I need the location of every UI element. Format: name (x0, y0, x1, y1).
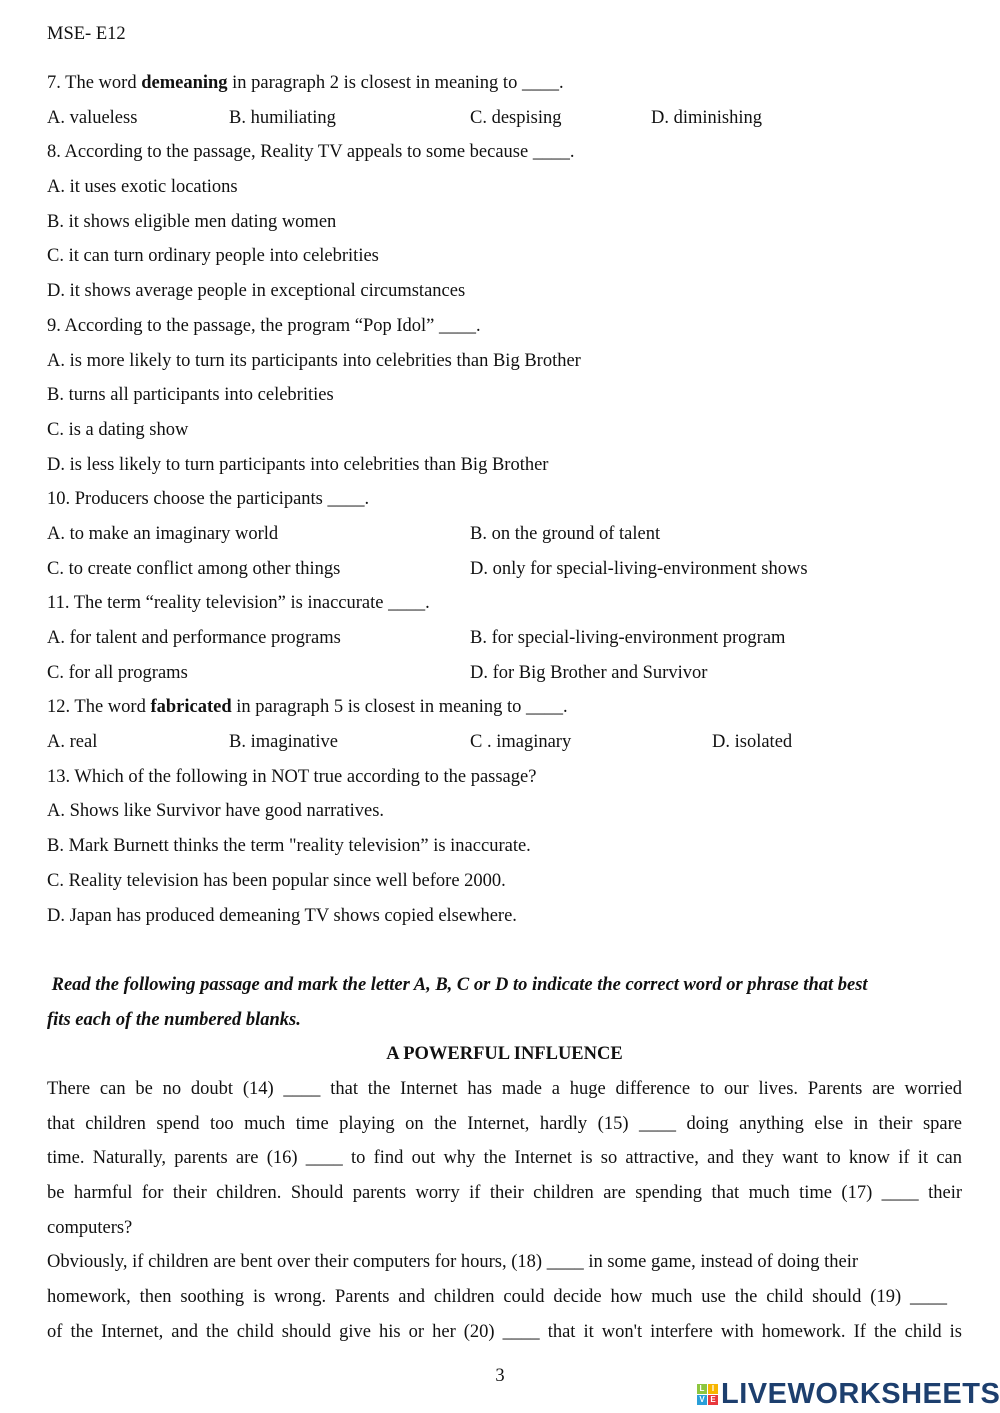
liveworksheets-logo (697, 1378, 1000, 1411)
option-b[interactable]: B. humiliating (229, 107, 336, 128)
option-d[interactable]: D. isolated (712, 732, 793, 753)
logo-tile: I (708, 1384, 718, 1394)
question-text: in paragraph 2 is closest in meaning to ____. (227, 73, 564, 93)
options-10-row2 (47, 552, 962, 587)
key-word: demeaning (141, 73, 228, 93)
logo-tile: V (697, 1395, 707, 1405)
question-13: 13. Which of the following in NOT true according to the passage? (47, 766, 537, 787)
question-text: 12. The word (47, 697, 151, 718)
question-9: 9. According to the passage, the program “Pop Idol” ____. (47, 315, 481, 336)
passage-line: homework, then soothing is wrong. Parents and children could decide how much use the child should (19) ____ (47, 1287, 947, 1308)
instruction-line: fits each of the numbered blanks. (47, 1009, 301, 1030)
passage-title: A POWERFUL INFLUENCE (386, 1044, 623, 1065)
passage-line: be harmful for their children. Should parents worry if their children are spending that much time (17) ____ their (47, 1183, 962, 1203)
document-header: MSE- E12 (47, 24, 126, 44)
logo-tiles-icon (697, 1384, 718, 1405)
options-11-row2 (47, 656, 962, 691)
option-d[interactable]: D. Japan has produced demeaning TV shows copied elsewhere. (47, 905, 517, 926)
option-d[interactable]: D. it shows average people in exceptional circumstances (47, 281, 466, 302)
question-text: in paragraph 5 is closest in meaning to ____. (231, 697, 568, 718)
key-word: fabricated (150, 697, 232, 718)
option-a[interactable]: A. is more likely to turn its participants into celebrities than Big Brother (47, 350, 581, 371)
passage-line: of the Internet, and the child should give his or her (20) ____ that it won't interfere with homework. If the child is (47, 1321, 962, 1342)
option-c[interactable]: C. to create conflict among other things (47, 558, 341, 579)
option-d[interactable]: D. is less likely to turn participants into celebrities than Big Brother (47, 454, 549, 475)
question-12 (47, 690, 962, 725)
question-7 (47, 66, 962, 101)
question-11: 11. The term “reality television” is inaccurate ____. (47, 593, 430, 614)
option-b[interactable]: B. for special-living-environment program (470, 628, 786, 648)
options-11-row1 (47, 621, 962, 656)
option-b[interactable]: B. on the ground of talent (470, 523, 661, 544)
option-b[interactable]: B. Mark Burnett thinks the term "reality television” is inaccurate. (47, 836, 531, 857)
option-a[interactable]: A. valueless (47, 107, 138, 128)
option-c[interactable]: C. is a dating show (47, 419, 189, 440)
option-a[interactable]: A. for talent and performance programs (47, 628, 341, 648)
option-d[interactable]: D. diminishing (651, 107, 763, 128)
option-c[interactable]: C. Reality television has been popular since well before 2000. (47, 870, 506, 891)
option-a[interactable]: A. it uses exotic locations (47, 177, 238, 198)
option-c[interactable]: C. for all programs (47, 662, 188, 683)
option-c[interactable]: C. it can turn ordinary people into celebrities (47, 246, 379, 267)
page-number: 3 (495, 1366, 505, 1386)
option-d[interactable]: D. for Big Brother and Survivor (470, 662, 708, 683)
options-10-row1 (47, 517, 962, 552)
passage-line: There can be no doubt (14) ____ that the Internet has made a huge difference to our lives. Parents are worried (47, 1078, 962, 1099)
options-12 (47, 725, 962, 760)
passage-line: Obviously, if children are bent over their computers for hours, (18) ____ in some game, instead of doing their (47, 1252, 859, 1273)
option-d[interactable]: D. only for special-living-environment shows (470, 558, 808, 579)
question-8: 8. According to the passage, Reality TV appeals to some because ____. (47, 142, 575, 163)
option-b[interactable]: B. imaginative (229, 732, 338, 753)
logo-text: LIVEWORKSHEETS (721, 1378, 1000, 1410)
option-b[interactable]: B. turns all participants into celebrities (47, 385, 334, 406)
option-b[interactable]: B. it shows eligible men dating women (47, 211, 337, 232)
passage-line: time. Naturally, parents are (16) ____ to find out why the Internet is so attractive, and they want to know if it can (47, 1148, 962, 1169)
question-text: 7. The word (47, 73, 142, 93)
option-a[interactable]: A. to make an imaginary world (47, 523, 279, 544)
logo-tile: L (697, 1384, 707, 1394)
option-c[interactable]: C . imaginary (470, 732, 572, 753)
passage-line: that children spend too much time playing on the Internet, hardly (15) ____ doing anything else in their spare (47, 1113, 962, 1134)
question-10: 10. Producers choose the participants ____. (47, 489, 370, 510)
spacer (47, 933, 962, 968)
instruction-line: Read the following passage and mark the letter A, B, C or D to indicate the correct word or phrase that best (47, 974, 868, 995)
option-a[interactable]: A. Shows like Survivor have good narratives. (47, 801, 385, 822)
passage-line: computers? (47, 1217, 133, 1238)
option-a[interactable]: A. real (47, 732, 98, 753)
option-c[interactable]: C. despising (470, 107, 562, 128)
options-7 (47, 101, 962, 136)
worksheet-content (47, 66, 962, 1349)
logo-tile: E (708, 1395, 718, 1405)
